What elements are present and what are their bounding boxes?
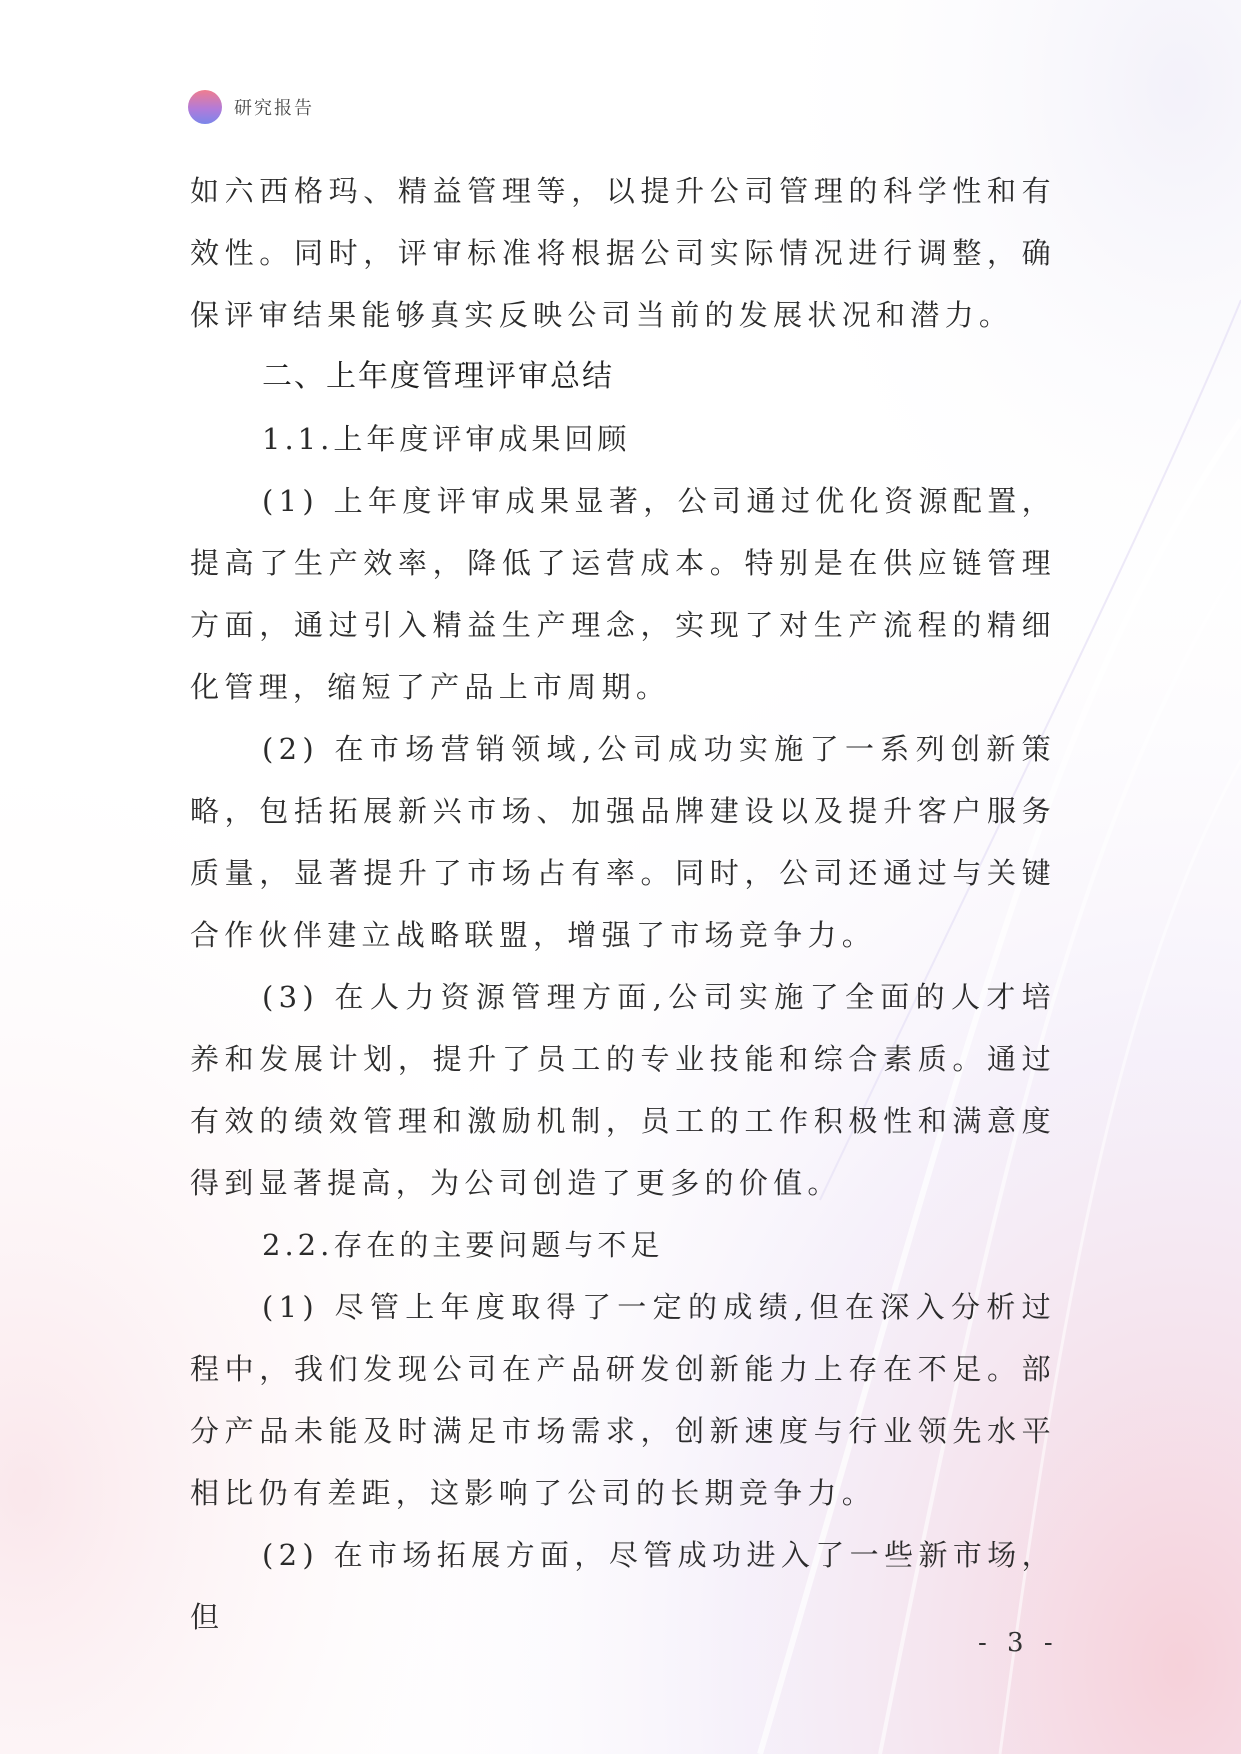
paragraph: (2) 在市场营销领域,公司成功实施了一系列创新策略，包括拓展新兴市场、加强品牌建设以及提升客户服务质量，显著提升了市场占有率。同时，公司还通过与关键合作伙伴建立战略联盟，增强了市场竞争力。 (190, 732, 1056, 952)
page-number: - 3 - (978, 1628, 1059, 1658)
paragraph: (3) 在人力资源管理方面,公司实施了全面的人才培养和发展计划，提升了员工的专业技能和综合素质。通过有效的绩效管理和激励机制，员工的工作积极性和满意度得到显著提高，为公司创造了更多的价值。 (190, 980, 1056, 1200)
paragraph: (1) 上年度评审成果显著，公司通过优化资源配置，提高了生产效率，降低了运营成本。特别是在供应链管理方面，通过引入精益生产理念，实现了对生产流程的精细化管理，缩短了产品上市周期。 (190, 484, 1056, 704)
paragraph: (2) 在市场拓展方面，尽管成功进入了一些新市场，但 (190, 1538, 1056, 1634)
header-label: 研究报告 (234, 98, 314, 119)
section-heading: 二、上年度管理评审总结 (262, 359, 614, 394)
paragraph: (1) 尽管上年度取得了一定的成绩,但在深入分析过程中，我们发现公司在产品研发创新能力上存在不足。部分产品未能及时满足市场需求，创新速度与行业领先水平相比仍有差距，这影响了公司的长期竞争力。 (190, 1290, 1056, 1510)
header (188, 90, 314, 124)
paragraph: 如六西格玛、精益管理等，以提升公司管理的科学性和有效性。同时，评审标准将根据公司实际情况进行调整，确保评审结果能够真实反映公司当前的发展状况和潜力。 (190, 174, 1056, 332)
subsection-heading: 2.2.存在的主要问题与不足 (262, 1228, 664, 1262)
logo-icon (188, 90, 222, 124)
body-content (190, 160, 1056, 1648)
subsection-heading: 1.1.上年度评审成果回顾 (262, 422, 631, 456)
